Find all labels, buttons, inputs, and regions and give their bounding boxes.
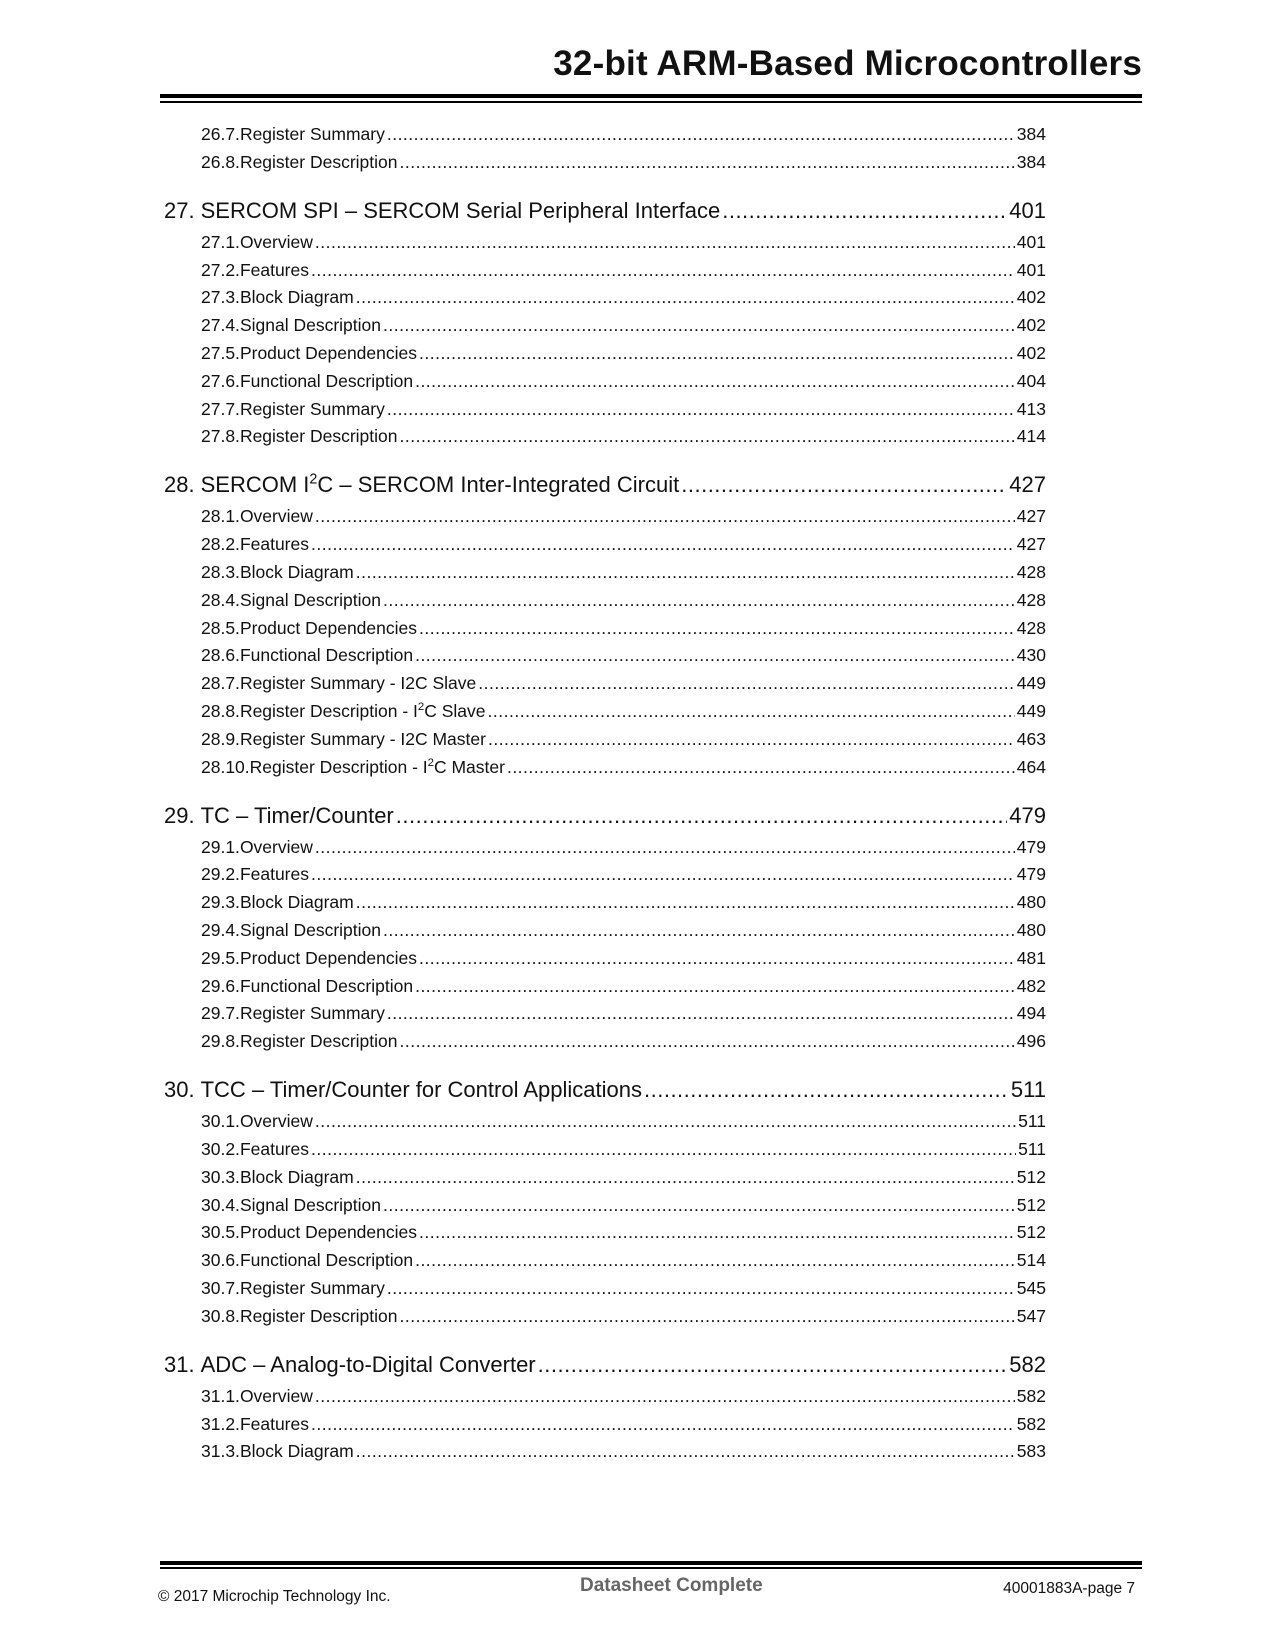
document-title: 32-bit ARM-Based Microcontrollers xyxy=(553,44,1142,83)
toc-entry-page: 401 xyxy=(1016,231,1046,252)
toc-section-entry[interactable] xyxy=(201,1414,1046,1435)
toc-dot-leader xyxy=(387,1003,1015,1024)
toc-dot-leader xyxy=(387,399,1015,420)
toc-dot-leader xyxy=(507,757,1015,778)
toc-section-entry[interactable] xyxy=(201,399,1046,420)
toc-entry-number: 27.2. xyxy=(201,259,240,280)
toc-section-entry[interactable] xyxy=(201,562,1046,583)
toc-dot-leader xyxy=(315,506,1015,527)
toc-dot-leader xyxy=(356,1167,1015,1188)
toc-entry-title: Register Summary xyxy=(239,1278,385,1298)
toc-entry-number: 29.7. xyxy=(201,1003,240,1024)
toc-section-entry[interactable] xyxy=(201,1031,1046,1052)
toc-entry-title: Functional Description xyxy=(239,370,414,391)
toc-dot-leader xyxy=(400,426,1015,447)
toc-entry-page: 479 xyxy=(1016,836,1046,857)
toc-entry-page: 430 xyxy=(1016,645,1046,666)
footer-rule-thick xyxy=(160,1561,1142,1565)
toc-entry-title: Block Diagram xyxy=(239,892,354,913)
toc-entry-title: Block Diagram xyxy=(239,562,354,582)
toc-entry-page: 479 xyxy=(1009,802,1046,828)
header-rule-thick xyxy=(160,94,1142,98)
toc-entry-number: 27.8. xyxy=(201,426,240,447)
toc-section-entry[interactable] xyxy=(201,1250,1046,1271)
toc-dot-leader xyxy=(311,260,1015,281)
toc-dot-leader xyxy=(315,1111,1016,1132)
toc-entry-page: 401 xyxy=(1016,259,1046,280)
toc-section-entry[interactable] xyxy=(201,948,1046,969)
toc-entry-number: 29.1. xyxy=(201,836,240,857)
toc-entry-number: 30.5. xyxy=(201,1222,240,1243)
toc-entry-number: 30.1. xyxy=(201,1111,240,1132)
toc-dot-leader xyxy=(415,645,1015,666)
toc-section-entry[interactable] xyxy=(201,371,1046,392)
toc-entry-number: 30.3. xyxy=(201,1166,240,1187)
toc-entry-page: 481 xyxy=(1016,947,1046,968)
toc-dot-leader xyxy=(419,343,1015,364)
toc-entry-page: 480 xyxy=(1016,892,1046,913)
toc-section-entry[interactable] xyxy=(201,124,1046,145)
toc-section-entry[interactable] xyxy=(201,1003,1046,1024)
toc-entry-title: Features xyxy=(239,1413,309,1434)
toc-section-entry[interactable] xyxy=(201,892,1046,913)
toc-entry-title: Features xyxy=(239,1139,309,1159)
toc-dot-leader xyxy=(387,1278,1015,1299)
toc-entry-title: Register Summary - I2C Slave xyxy=(239,673,477,694)
toc-section-entry[interactable] xyxy=(201,287,1046,308)
toc-entry-number: 28.10. xyxy=(201,756,250,777)
toc-entry-page: 582 xyxy=(1009,1351,1046,1377)
toc-entry-number: 31.2. xyxy=(201,1413,240,1434)
toc-entry-number: 27.4. xyxy=(201,315,240,336)
toc-entry-title: Register Summary - I2C Master xyxy=(239,728,486,749)
toc-entry-title: Product Dependencies xyxy=(239,947,417,968)
toc-entry-page: 547 xyxy=(1016,1305,1046,1326)
footer-doc-label: Datasheet Complete xyxy=(580,1575,763,1596)
toc-entry-title: Features xyxy=(239,534,309,555)
toc-dot-leader xyxy=(538,1352,1008,1378)
toc-entry-number: 27.1. xyxy=(201,231,240,252)
toc-entry-number: 30.8. xyxy=(201,1305,240,1326)
toc-entry-number: 28.3. xyxy=(201,562,240,582)
toc-section-entry[interactable] xyxy=(201,534,1046,555)
toc-entry-number: 28.7. xyxy=(201,673,240,694)
toc-entry-title: Features xyxy=(239,259,309,280)
toc-entry-title: ADC – Analog-to-Digital Converter xyxy=(200,1351,536,1377)
toc-entry-page: 511 xyxy=(1010,1077,1046,1103)
toc-section-entry[interactable] xyxy=(201,864,1046,885)
toc-entry-page: 402 xyxy=(1016,315,1046,336)
toc-entry-number: 28.6. xyxy=(201,645,240,666)
toc-entry-title: Register Description xyxy=(239,151,398,172)
toc-entry-page: 545 xyxy=(1016,1278,1046,1298)
toc-entry-number: 30. xyxy=(164,1077,195,1103)
toc-entry-number: 29. xyxy=(164,802,195,828)
toc-entry-title: Features xyxy=(239,864,309,885)
toc-dot-leader xyxy=(383,1195,1015,1216)
toc-entry-number: 27.7. xyxy=(201,398,240,419)
toc-entry-page: 482 xyxy=(1016,975,1046,996)
toc-entry-page: 402 xyxy=(1016,287,1046,308)
toc-entry-page: 428 xyxy=(1016,617,1046,638)
toc-entry-title: Functional Description xyxy=(239,645,414,666)
footer-page-ref: 40001883A-page 7 xyxy=(1003,1580,1135,1597)
toc-dot-leader xyxy=(415,371,1015,392)
toc-entry-title: Register Summary xyxy=(239,1003,385,1024)
toc-entry-number: 27. xyxy=(164,197,195,223)
toc-section-entry[interactable] xyxy=(201,232,1046,253)
toc-entry-number: 28.9. xyxy=(201,728,240,749)
toc-entry-number: 29.4. xyxy=(201,920,240,940)
toc-entry-title: Signal Description xyxy=(239,1194,381,1215)
toc-entry-number: 27.5. xyxy=(201,343,240,363)
toc-entry-number: 29.6. xyxy=(201,975,240,996)
toc-section-entry[interactable] xyxy=(201,976,1046,997)
toc-entry-number: 31.1. xyxy=(201,1385,240,1406)
toc-entry-title: Product Dependencies xyxy=(239,343,417,363)
toc-entry-page: 449 xyxy=(1016,673,1046,694)
toc-entry-title: Register Summary xyxy=(239,124,385,144)
toc-entry-page: 384 xyxy=(1016,151,1046,172)
toc-section-entry[interactable] xyxy=(201,837,1046,858)
toc-section-entry[interactable] xyxy=(201,315,1046,336)
footer-rule-thin xyxy=(160,1567,1142,1569)
toc-entry-page: 582 xyxy=(1016,1413,1046,1434)
toc-entry-page: 479 xyxy=(1016,864,1046,885)
toc-entry-title: Register Description xyxy=(239,1305,398,1326)
toc-entry-title: Signal Description xyxy=(239,315,381,336)
toc-dot-leader xyxy=(419,618,1015,639)
toc-entry-title: TC – Timer/Counter xyxy=(200,802,394,828)
toc-entry-title: Register Description xyxy=(239,1031,398,1052)
toc-entry-page: 582 xyxy=(1016,1385,1046,1406)
toc-section-entry[interactable] xyxy=(201,920,1046,941)
toc-entry-page: 427 xyxy=(1009,472,1046,498)
toc-chapter-entry[interactable] xyxy=(164,472,1046,498)
toc-entry-number: 28.8. xyxy=(201,701,240,721)
toc-entry-page: 427 xyxy=(1016,506,1046,527)
toc-entry-page: 511 xyxy=(1018,1139,1046,1159)
toc-entry-page: 463 xyxy=(1016,728,1046,749)
toc-dot-leader xyxy=(400,152,1015,173)
toc-dot-leader xyxy=(396,803,1008,829)
toc-dot-leader xyxy=(644,1077,1009,1103)
toc-dot-leader xyxy=(400,1306,1015,1327)
toc-dot-leader xyxy=(488,701,1015,722)
toc-chapter-entry[interactable] xyxy=(164,1352,1046,1378)
toc-entry-page: 401 xyxy=(1009,197,1046,223)
toc-entry-title: Overview xyxy=(239,506,313,527)
toc-section-entry[interactable] xyxy=(201,1441,1046,1462)
toc-entry-page: 414 xyxy=(1016,426,1046,447)
toc-entry-title: SERCOM $I^2C$ – SERCOM Inter-Integrated Circuit xyxy=(200,472,680,498)
toc-entry-page: 512 xyxy=(1016,1194,1046,1215)
toc-entry-number: 29.8. xyxy=(201,1031,240,1052)
toc-entry-number: 30.7. xyxy=(201,1278,240,1298)
toc-entry-title: Overview xyxy=(239,1385,313,1406)
toc-entry-number: 28.2. xyxy=(201,534,240,555)
toc-entry-number: 29.5. xyxy=(201,947,240,968)
toc-entry-page: 428 xyxy=(1016,589,1046,610)
toc-entry-title: Register Description - $I^2C$ Master xyxy=(249,756,505,777)
toc-entry-title: Functional Description xyxy=(239,975,414,996)
toc-dot-leader xyxy=(383,315,1015,336)
toc-section-entry[interactable] xyxy=(201,618,1046,639)
toc-entry-title: Block Diagram xyxy=(239,287,354,308)
footer-copyright: © 2017 Microchip Technology Inc. xyxy=(158,1588,391,1605)
toc-entry-title: SERCOM SPI – SERCOM Serial Peripheral Interface xyxy=(200,197,721,223)
toc-dot-leader xyxy=(415,976,1015,997)
toc-dot-leader xyxy=(383,920,1015,941)
toc-entry-page: 402 xyxy=(1016,343,1046,363)
toc-section-entry[interactable] xyxy=(201,673,1046,694)
toc-entry-number: 31. xyxy=(164,1351,195,1377)
toc-dot-leader xyxy=(722,198,1007,224)
toc-entry-number: 28.5. xyxy=(201,617,240,638)
toc-entry-page: 449 xyxy=(1016,701,1046,721)
toc-dot-leader xyxy=(311,864,1015,885)
toc-dot-leader xyxy=(311,1139,1016,1160)
header-rule-thin xyxy=(160,101,1142,103)
toc-dot-leader xyxy=(356,562,1015,583)
toc-entry-number: 26.8. xyxy=(201,151,240,172)
toc-entry-title: Block Diagram xyxy=(239,1166,354,1187)
toc-section-entry[interactable] xyxy=(201,1139,1046,1160)
toc-entry-page: 480 xyxy=(1016,920,1046,940)
toc-dot-leader xyxy=(311,534,1015,555)
toc-section-entry[interactable] xyxy=(201,1278,1046,1299)
toc-dot-leader xyxy=(681,472,1007,498)
toc-entry-title: Product Dependencies xyxy=(239,1222,417,1243)
toc-section-entry[interactable] xyxy=(201,1306,1046,1327)
toc-entry-number: 30.6. xyxy=(201,1250,240,1271)
toc-section-entry[interactable] xyxy=(201,757,1046,778)
toc-entry-number: 28. xyxy=(164,472,195,498)
toc-section-entry[interactable] xyxy=(201,645,1046,666)
toc-section-entry[interactable] xyxy=(201,1195,1046,1216)
toc-entry-page: 514 xyxy=(1016,1250,1046,1271)
toc-entry-number: 30.4. xyxy=(201,1194,240,1215)
toc-section-entry[interactable] xyxy=(201,343,1046,364)
toc-section-entry[interactable] xyxy=(201,701,1046,722)
toc-entry-number: 29.3. xyxy=(201,892,240,913)
toc-section-entry[interactable] xyxy=(201,590,1046,611)
toc-entry-page: 464 xyxy=(1016,756,1046,777)
toc-dot-leader xyxy=(315,1386,1015,1407)
toc-dot-leader xyxy=(488,729,1015,750)
toc-section-entry[interactable] xyxy=(201,729,1046,750)
toc-section-entry[interactable] xyxy=(201,506,1046,527)
toc-section-entry[interactable] xyxy=(201,1167,1046,1188)
toc-chapter-entry[interactable] xyxy=(164,803,1046,829)
toc-entry-title: Register Description - $I^2C$ Slave xyxy=(239,701,486,721)
toc-section-entry[interactable] xyxy=(201,1386,1046,1407)
toc-entry-number: 29.2. xyxy=(201,864,240,885)
toc-dot-leader xyxy=(383,590,1015,611)
toc-section-entry[interactable] xyxy=(201,1111,1046,1132)
toc-entry-title: Overview xyxy=(239,836,313,857)
toc-section-entry[interactable] xyxy=(201,152,1046,173)
toc-entry-page: 427 xyxy=(1016,534,1046,555)
toc-entry-page: 428 xyxy=(1016,562,1046,582)
toc-entry-page: 384 xyxy=(1016,124,1046,144)
toc-dot-leader xyxy=(415,1250,1015,1271)
toc-entry-title: Functional Description xyxy=(239,1250,414,1271)
toc-entry-title: Overview xyxy=(239,1111,313,1132)
toc-entry-page: 512 xyxy=(1016,1166,1046,1187)
toc-dot-leader xyxy=(356,1441,1015,1462)
toc-entry-page: 583 xyxy=(1016,1441,1046,1462)
toc-entry-title: Signal Description xyxy=(239,589,381,610)
toc-entry-title: Signal Description xyxy=(239,920,381,940)
toc-entry-number: 27.3. xyxy=(201,287,240,308)
toc-chapter-entry[interactable] xyxy=(164,198,1046,224)
toc-dot-leader xyxy=(387,124,1015,145)
toc-section-entry[interactable] xyxy=(201,1222,1046,1243)
toc-entry-number: 26.7. xyxy=(201,124,240,144)
toc-entry-page: 512 xyxy=(1016,1222,1046,1243)
toc-entry-number: 30.2. xyxy=(201,1139,240,1159)
toc-entry-page: 496 xyxy=(1016,1031,1046,1052)
toc-entry-number: 28.4. xyxy=(201,589,240,610)
toc-dot-leader xyxy=(419,948,1015,969)
toc-entry-page: 511 xyxy=(1018,1111,1046,1132)
toc-dot-leader xyxy=(356,892,1015,913)
toc-entry-number: 31.3. xyxy=(201,1441,240,1462)
toc-dot-leader xyxy=(315,232,1015,253)
toc-entry-page: 494 xyxy=(1016,1003,1046,1024)
toc-dot-leader xyxy=(311,1414,1015,1435)
toc-entry-title: TCC – Timer/Counter for Control Applications xyxy=(200,1077,642,1103)
toc-entry-title: Product Dependencies xyxy=(239,617,417,638)
toc-entry-title: Register Description xyxy=(239,426,398,447)
toc-dot-leader xyxy=(315,837,1015,858)
toc-dot-leader xyxy=(419,1222,1015,1243)
toc-entry-title: Overview xyxy=(239,231,313,252)
toc-dot-leader xyxy=(400,1031,1015,1052)
toc-entry-title: Block Diagram xyxy=(239,1441,354,1462)
toc-dot-leader xyxy=(356,287,1015,308)
toc-chapter-entry[interactable] xyxy=(164,1077,1046,1103)
toc-entry-title: Register Summary xyxy=(239,398,385,419)
toc-entry-page: 404 xyxy=(1016,370,1046,391)
toc-section-entry[interactable] xyxy=(201,260,1046,281)
toc-entry-number: 28.1. xyxy=(201,506,240,527)
toc-entry-page: 413 xyxy=(1016,398,1046,419)
toc-dot-leader xyxy=(478,673,1015,694)
toc-section-entry[interactable] xyxy=(201,426,1046,447)
toc-entry-number: 27.6. xyxy=(201,370,240,391)
